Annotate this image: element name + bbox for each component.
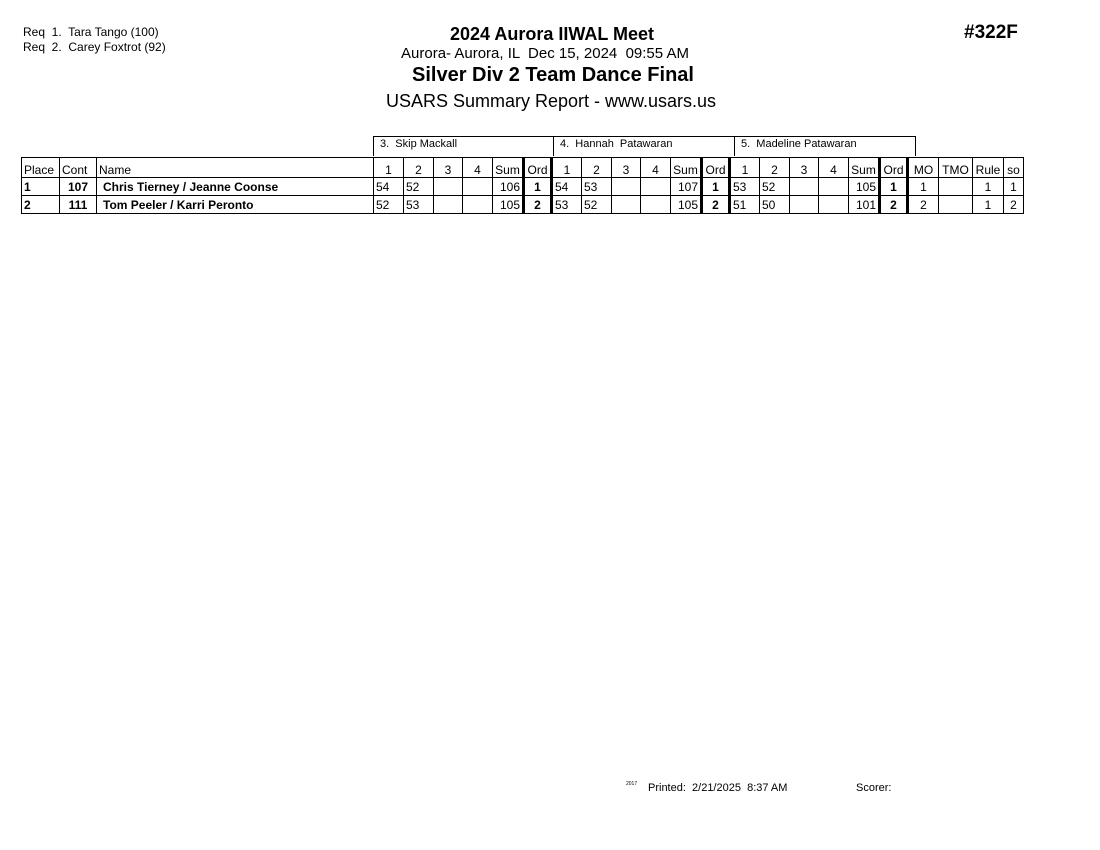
col-j2-score1: 1 bbox=[552, 158, 582, 178]
judge-header-2: 4. Hannah Patawaran bbox=[553, 136, 735, 156]
col-j2-score4: 4 bbox=[641, 158, 671, 178]
j3-ord: 1 bbox=[880, 178, 908, 196]
col-j2-score3: 3 bbox=[612, 158, 641, 178]
j1-ord: 1 bbox=[524, 178, 552, 196]
so: 1 bbox=[1004, 178, 1024, 196]
col-j3-score2: 2 bbox=[760, 158, 790, 178]
j1-score4 bbox=[463, 196, 493, 214]
col-j3-score4: 4 bbox=[819, 158, 849, 178]
table-row bbox=[22, 178, 1024, 196]
col-j2-ord: Ord bbox=[702, 158, 730, 178]
col-j1-sum: Sum bbox=[493, 158, 524, 178]
j1-score2: 53 bbox=[404, 196, 434, 214]
meet-title: 2024 Aurora IIWAL Meet bbox=[449, 24, 655, 44]
j3-score4 bbox=[819, 196, 849, 214]
col-j2-score2: 2 bbox=[582, 158, 612, 178]
j3-ord: 2 bbox=[880, 196, 908, 214]
col-j1-score2: 2 bbox=[404, 158, 434, 178]
col-j1-score1: 1 bbox=[374, 158, 404, 178]
referee-2: Req 2. Carey Foxtrot (92) bbox=[23, 40, 166, 54]
results-table bbox=[21, 157, 1024, 214]
j2-ord: 2 bbox=[702, 196, 730, 214]
j1-score2: 52 bbox=[404, 178, 434, 196]
j2-score3 bbox=[612, 178, 641, 196]
col-j1-score4: 4 bbox=[463, 158, 493, 178]
col-j3-sum: Sum bbox=[849, 158, 880, 178]
col-name: Name bbox=[97, 158, 374, 178]
table-row bbox=[22, 196, 1024, 214]
tmo bbox=[939, 196, 973, 214]
tmo bbox=[939, 178, 973, 196]
j1-ord: 2 bbox=[524, 196, 552, 214]
j1-score4 bbox=[463, 178, 493, 196]
judge-header-3: 5. Madeline Patawaran bbox=[734, 136, 916, 156]
scorer-label: Scorer: bbox=[856, 782, 892, 794]
j2-score2: 52 bbox=[582, 196, 612, 214]
rule: 1 bbox=[973, 196, 1004, 214]
j2-score2: 53 bbox=[582, 178, 612, 196]
j1-score3 bbox=[434, 178, 463, 196]
j3-score2: 50 bbox=[760, 196, 790, 214]
j1-sum: 105 bbox=[493, 196, 524, 214]
j1-sum: 106 bbox=[493, 178, 524, 196]
report-title: USARS Summary Report - www.usars.us bbox=[385, 91, 717, 111]
rule: 1 bbox=[973, 178, 1004, 196]
contestant-number: 107 bbox=[60, 178, 97, 196]
j1-score1: 54 bbox=[374, 178, 404, 196]
j3-sum: 101 bbox=[849, 196, 880, 214]
col-j3-score1: 1 bbox=[730, 158, 760, 178]
event-number: #322F bbox=[964, 22, 1018, 43]
printed-timestamp: Printed: 2/21/2025 8:37 AM bbox=[648, 782, 788, 794]
col-j2-sum: Sum bbox=[671, 158, 702, 178]
j3-score3 bbox=[790, 178, 819, 196]
j2-score1: 54 bbox=[552, 178, 582, 196]
col-place: Place bbox=[22, 158, 60, 178]
meet-subtitle: Aurora- Aurora, IL Dec 15, 2024 09:55 AM bbox=[401, 45, 689, 62]
col-tmo: TMO bbox=[939, 158, 973, 178]
col-j3-score3: 3 bbox=[790, 158, 819, 178]
j3-score1: 51 bbox=[730, 196, 760, 214]
j2-sum: 105 bbox=[671, 196, 702, 214]
j3-score4 bbox=[819, 178, 849, 196]
footer-code: 2017 bbox=[626, 781, 638, 787]
j2-score4 bbox=[641, 178, 671, 196]
col-cont: Cont bbox=[60, 158, 97, 178]
j3-sum: 105 bbox=[849, 178, 880, 196]
header-row bbox=[22, 158, 1024, 178]
mo: 2 bbox=[908, 196, 939, 214]
team-name: Tom Peeler / Karri Peronto bbox=[97, 196, 374, 214]
referee-1: Req 1. Tara Tango (100) bbox=[23, 25, 159, 39]
mo: 1 bbox=[908, 178, 939, 196]
col-mo: MO bbox=[908, 158, 939, 178]
col-rule: Rule bbox=[973, 158, 1004, 178]
team-name: Chris Tierney / Jeanne Coonse bbox=[97, 178, 374, 196]
so: 2 bbox=[1004, 196, 1024, 214]
j2-score3 bbox=[612, 196, 641, 214]
col-j1-score3: 3 bbox=[434, 158, 463, 178]
j2-ord: 1 bbox=[702, 178, 730, 196]
j1-score1: 52 bbox=[374, 196, 404, 214]
j1-score3 bbox=[434, 196, 463, 214]
place: 1 bbox=[22, 178, 60, 196]
j2-score1: 53 bbox=[552, 196, 582, 214]
j2-sum: 107 bbox=[671, 178, 702, 196]
col-so: so bbox=[1004, 158, 1024, 178]
j3-score3 bbox=[790, 196, 819, 214]
j2-score4 bbox=[641, 196, 671, 214]
j3-score1: 53 bbox=[730, 178, 760, 196]
col-j1-ord: Ord bbox=[524, 158, 552, 178]
judge-header-1: 3. Skip Mackall bbox=[373, 136, 554, 156]
j3-score2: 52 bbox=[760, 178, 790, 196]
col-j3-ord: Ord bbox=[880, 158, 908, 178]
contestant-number: 111 bbox=[60, 196, 97, 214]
place: 2 bbox=[22, 196, 60, 214]
event-title: Silver Div 2 Team Dance Final bbox=[412, 64, 694, 86]
